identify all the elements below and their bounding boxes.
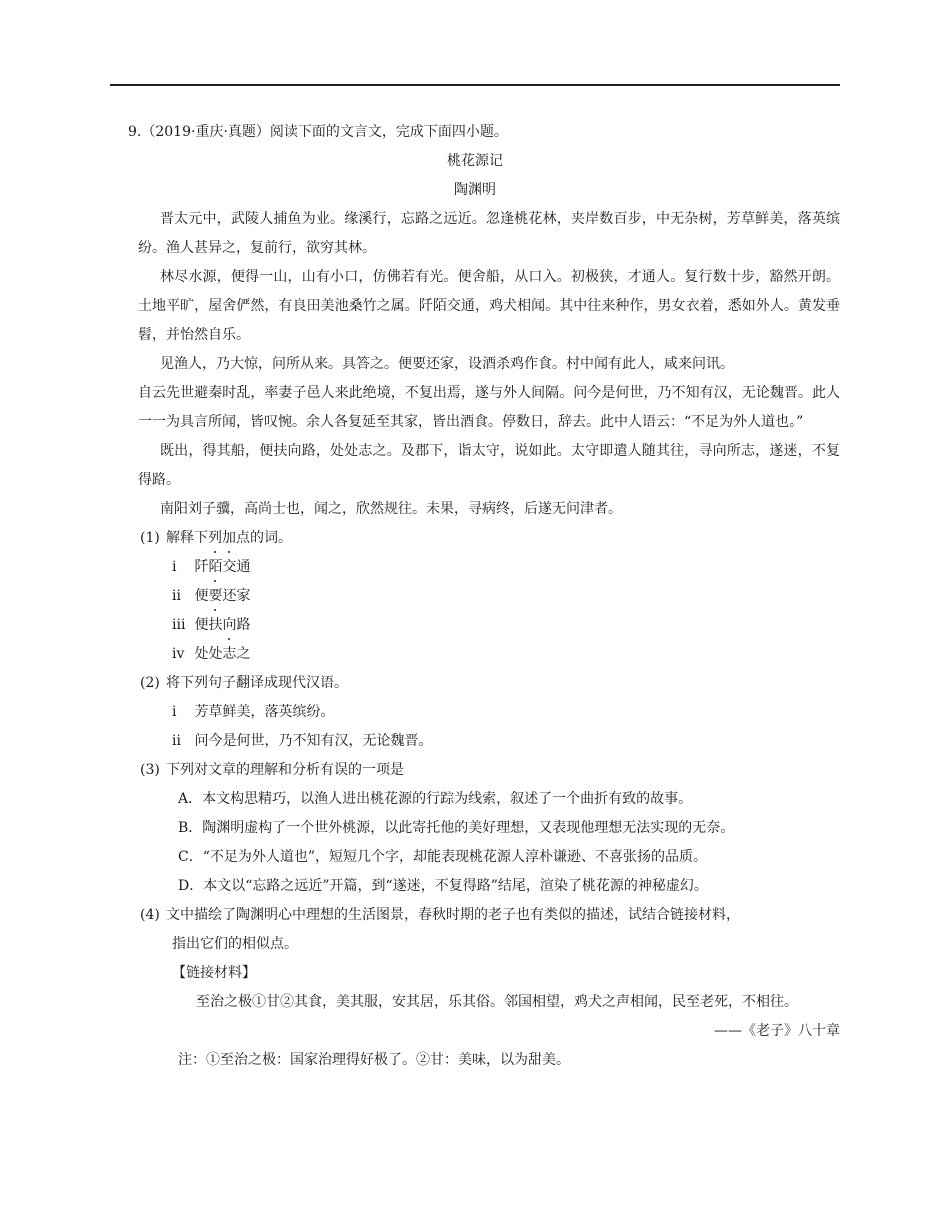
dotted-char: 交 bbox=[222, 553, 236, 582]
subquestion-prompt: 解释下列加点的词。 bbox=[166, 530, 292, 546]
vocab-item: ii 便要还家 bbox=[110, 582, 840, 611]
subquestion-1 bbox=[110, 524, 840, 553]
link-attribution: ——《老子》八十章 bbox=[714, 1023, 840, 1039]
passage-paragraph: 见渔人，乃大惊，问所从来。具答之。便要还家，设酒杀鸡作食。村中闻有此人，咸来问讯。 bbox=[160, 356, 734, 372]
passage-title: 桃花源记 bbox=[447, 153, 503, 169]
subquestion-2 bbox=[110, 669, 840, 698]
passage-paragraph-continued: 自云先世避秦时乱，率妻子邑人来此绝境，不复出焉，遂与外人间隔。问今是何世，乃不知有汉，无论魏晋。此人一一为具言所闻，皆叹惋。余人各复延至其家，皆出酒食。停数日，辞去。此中人语云：“不足为外人道也。” bbox=[138, 385, 840, 430]
passage-paragraph: 林尽水源，便得一山，山有小口，仿佛若有光。便舍船，从口入。初极狭，才通人。复行数十步，豁然开朗。土地平旷，屋舍俨然，有良田美池桑竹之属。阡陌交通，鸡犬相闻。其中往来种作，男女衣着，悉如外人。黄发垂髫，并怡然自乐。 bbox=[138, 269, 840, 343]
question-source: （2019·重庆·真题） bbox=[141, 124, 270, 140]
subquestion-prompt: 下列对文章的理解和分析有误的一项是 bbox=[166, 762, 404, 778]
subquestion-number: (3) bbox=[140, 762, 160, 778]
passage-paragraph: 晋太元中，武陵人捕鱼为业。缘溪行，忘路之远近。忽逢桃花林，夹岸数百步，中无杂树，芳草鲜美，落英缤纷。渔人甚异之，复前行，欲穷其林。 bbox=[138, 211, 840, 256]
subquestion-number: (4) bbox=[140, 907, 160, 923]
subquestion-number: (2) bbox=[140, 675, 160, 691]
subquestion-prompt: 文中描绘了陶渊明心中理想的生活图景，春秋时期的老子也有类似的描述，试结合链接材料， bbox=[166, 907, 740, 923]
question-number: 9. bbox=[128, 124, 142, 140]
dotted-char: 陌 bbox=[208, 553, 222, 582]
question-header bbox=[110, 118, 840, 147]
document-page bbox=[110, 118, 840, 1075]
vocab-item: iii 便扶向路 bbox=[110, 611, 840, 640]
link-material-label: 【链接材料】 bbox=[172, 965, 256, 981]
option-a: A．本文构思精巧，以渔人进出桃花源的行踪为线索，叙述了一个曲折有致的故事。 bbox=[178, 791, 693, 807]
dotted-char: 扶 bbox=[208, 611, 222, 640]
link-material-text: 至治之极①甘②其食，美其服，安其居，乐其俗。邻国相望，鸡犬之声相闻，民至老死，不相往。 bbox=[196, 994, 798, 1010]
vocab-item: i 阡陌交通 bbox=[110, 553, 840, 582]
vocab-item: iv 处处志之 bbox=[110, 640, 840, 669]
passage-author: 陶渊明 bbox=[454, 182, 496, 198]
passage-paragraph: 既出，得其船，便扶向路，处处志之。及郡下，诣太守，说如此。太守即遣人随其往，寻向所志，遂迷，不复得路。 bbox=[138, 443, 840, 488]
subquestion-number: (1) bbox=[140, 530, 160, 546]
footnote: 注：①至治之极：国家治理得好极了。②甘：美味，以为甜美。 bbox=[178, 1052, 570, 1068]
translate-item: ii 问今是何世，乃不知有汉，无论魏晋。 bbox=[172, 733, 433, 749]
header-rule bbox=[110, 84, 840, 86]
option-c: C．“不足为外人道也”，短短几个字，却能表现桃花源人淳朴谦逊、不喜张扬的品质。 bbox=[178, 849, 708, 865]
dotted-char: 要 bbox=[208, 582, 222, 611]
question-instruction: 阅读下面的文言文，完成下面四小题。 bbox=[269, 124, 508, 140]
subquestion-prompt-continued: 指出它们的相似点。 bbox=[172, 936, 298, 952]
option-d: D．本文以“忘路之远近”开篇，到“遂迷，不复得路”结尾，渲染了桃花源的神秘虚幻。 bbox=[178, 878, 708, 894]
option-b: B．陶渊明虚构了一个世外桃源，以此寄托他的美好理想，又表现他理想无法实现的无奈。 bbox=[178, 820, 735, 836]
subquestion-prompt: 将下列句子翻译成现代汉语。 bbox=[166, 675, 348, 691]
passage-paragraph: 南阳刘子骥，高尚士也，闻之，欣然规往。未果，寻病终，后遂无问津者。 bbox=[160, 501, 622, 517]
translate-item: i 芳草鲜美，落英缤纷。 bbox=[172, 704, 335, 720]
subquestion-4 bbox=[110, 901, 840, 930]
subquestion-3 bbox=[110, 756, 840, 785]
dotted-char: 志 bbox=[222, 640, 236, 669]
